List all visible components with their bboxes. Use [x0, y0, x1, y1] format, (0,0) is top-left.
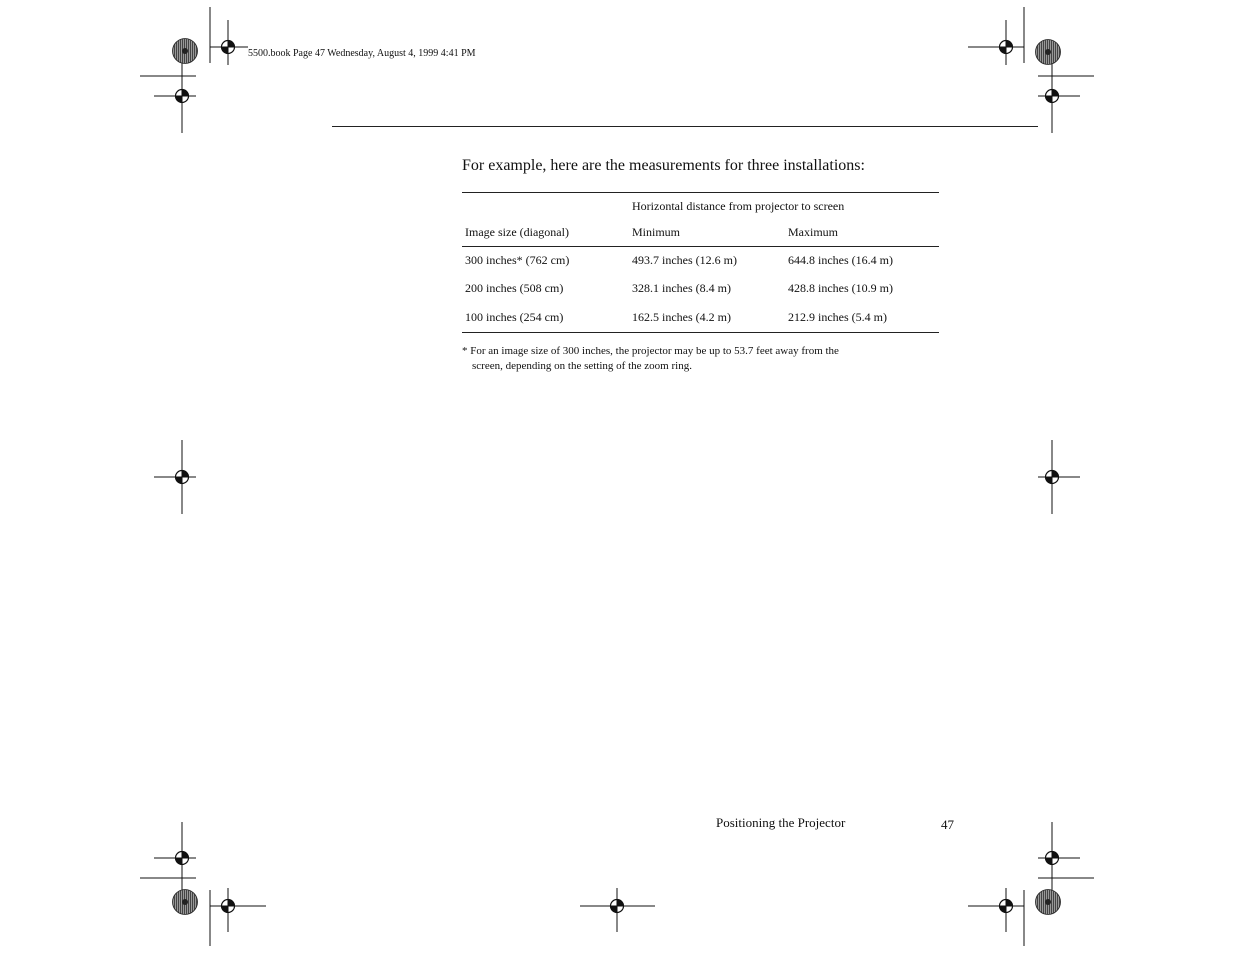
footnote-line: * For an image size of 300 inches, the projector may be up to 53.7 feet away from the	[462, 345, 839, 357]
crop-mark-top-left	[140, 7, 248, 133]
registration-mark-icon	[1039, 83, 1065, 109]
color-bar-target-icon	[1036, 890, 1061, 915]
table-group-header-row	[462, 193, 939, 220]
print-slug: 5500.book Page 47 Wednesday, August 4, 1999 4:41 PM	[248, 48, 476, 59]
table-footnote	[462, 344, 922, 374]
intro-paragraph: For example, here are the measurements for three installations:	[462, 157, 865, 174]
table-cell: 100 inches (254 cm)	[465, 310, 564, 324]
registration-mark-icon	[993, 893, 1019, 919]
table-cell: 644.8 inches (16.4 m)	[788, 253, 893, 267]
table-row	[462, 303, 939, 333]
registration-mark-icon	[993, 34, 1019, 60]
table-cell: 328.1 inches (8.4 m)	[632, 281, 731, 295]
crop-mark-bottom-right	[968, 822, 1094, 946]
table-row	[462, 274, 939, 303]
measurements-table	[462, 192, 939, 333]
group-header-cell: Horizontal distance from projector to screen	[632, 199, 845, 213]
registration-mark-icon	[1039, 845, 1065, 871]
crop-mark-top-right	[968, 7, 1094, 133]
footer-section-title: Positioning the Projector	[716, 815, 846, 830]
table-cell: 200 inches (508 cm)	[465, 281, 564, 295]
page-number: 47	[941, 817, 954, 832]
column-header: Maximum	[785, 219, 939, 247]
table-cell: 300 inches* (762 cm)	[465, 253, 570, 267]
color-bar-target-icon	[173, 39, 198, 64]
registration-mark-icon	[604, 893, 630, 919]
header-rule	[332, 126, 1038, 127]
column-header: Minimum	[629, 219, 785, 247]
table-cell: 162.5 inches (4.2 m)	[632, 310, 731, 324]
color-bar-target-icon	[173, 890, 198, 915]
table-cell: 428.8 inches (10.9 m)	[788, 281, 893, 295]
registration-mark-icon	[215, 34, 241, 60]
crop-mark-bottom-left	[140, 822, 266, 946]
column-header: Image size (diagonal)	[462, 219, 629, 247]
table-row	[462, 247, 939, 275]
registration-mark-icon	[1039, 464, 1065, 490]
color-bar-target-icon	[1036, 40, 1061, 65]
registration-mark-icon	[169, 845, 195, 871]
footnote-line: screen, depending on the setting of the zoom ring.	[472, 360, 692, 372]
table-cell: 212.9 inches (5.4 m)	[788, 310, 887, 324]
registration-mark-icon	[215, 893, 241, 919]
registration-mark-icon	[169, 464, 195, 490]
table-cell: 493.7 inches (12.6 m)	[632, 253, 737, 267]
registration-mark-icon	[169, 83, 195, 109]
table-header-row	[462, 219, 939, 247]
